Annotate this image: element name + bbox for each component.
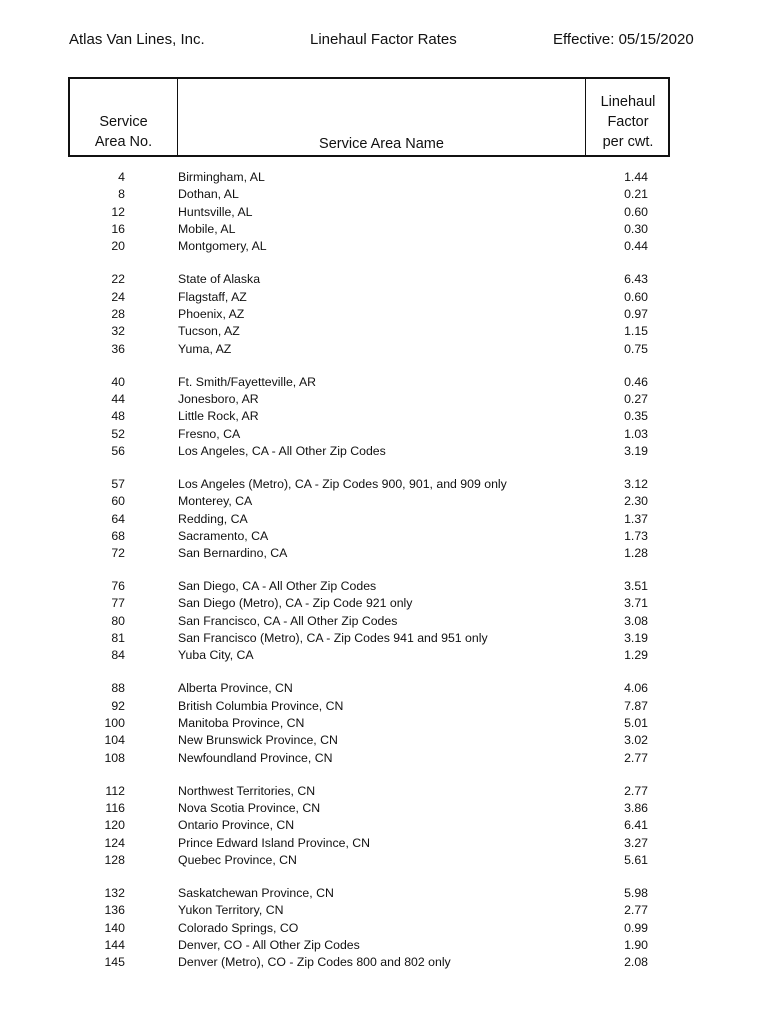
- linehaul-factor: 0.60: [624, 289, 648, 304]
- table-row: [0, 408, 770, 425]
- service-area-no: 44: [111, 391, 125, 406]
- service-area-no: 40: [111, 374, 125, 389]
- linehaul-factor: 6.43: [624, 272, 648, 287]
- service-area-name: Nova Scotia Province, CN: [178, 800, 321, 815]
- service-area-no: 77: [111, 596, 125, 611]
- table-row: [0, 271, 770, 288]
- linehaul-factor: 3.02: [624, 733, 648, 748]
- service-area-no: 108: [104, 750, 125, 765]
- service-area-name: Mobile, AL: [178, 222, 236, 237]
- linehaul-factor: 2.77: [624, 750, 648, 765]
- service-area-no: 32: [111, 324, 125, 339]
- service-area-no: 64: [111, 511, 125, 526]
- linehaul-factor: 1.44: [624, 170, 648, 184]
- service-area-no: 144: [104, 937, 125, 952]
- service-area-no: 136: [104, 903, 125, 918]
- table-row: [0, 204, 770, 221]
- service-area-name: Alberta Province, CN: [178, 681, 293, 696]
- table-row: [0, 783, 770, 800]
- service-area-no: 57: [111, 476, 125, 491]
- service-area-name: Saskatchewan Province, CN: [178, 885, 334, 900]
- table-row: [0, 493, 770, 510]
- linehaul-factor: 1.37: [624, 511, 648, 526]
- linehaul-factor: 1.15: [624, 324, 648, 339]
- table-row: [0, 852, 770, 869]
- table-row: [0, 647, 770, 664]
- service-area-no: 48: [111, 409, 125, 424]
- service-area-no: 28: [111, 307, 125, 321]
- service-area-name: Yuma, AZ: [178, 341, 232, 356]
- table-row: [0, 595, 770, 612]
- linehaul-factor: 5.98: [624, 885, 648, 900]
- linehaul-factor: 1.73: [624, 528, 648, 543]
- service-area-name: Huntsville, AL: [178, 204, 253, 219]
- service-area-no: 124: [104, 835, 125, 850]
- table-row: [0, 238, 770, 255]
- header-service-area-no-line: Service: [99, 114, 148, 130]
- service-area-name: Quebec Province, CN: [178, 852, 297, 867]
- linehaul-factor: 0.60: [624, 204, 648, 219]
- header-linehaul-factor-line: Linehaul: [600, 94, 656, 110]
- linehaul-factor: 7.87: [624, 698, 648, 713]
- service-area-name: Los Angeles, CA - All Other Zip Codes: [178, 443, 386, 458]
- service-area-no: 81: [111, 631, 125, 645]
- linehaul-factor: 1.90: [624, 937, 648, 952]
- service-area-name: San Francisco (Metro), CA - Zip Codes 941 and 951 only: [178, 631, 488, 645]
- linehaul-factor: 3.27: [624, 835, 648, 850]
- service-area-no: 132: [104, 885, 125, 900]
- effective-date: Effective: 05/15/2020: [553, 31, 694, 48]
- service-area-no: 145: [104, 955, 125, 970]
- table-row: [0, 630, 770, 647]
- document-title: Linehaul Factor Rates: [310, 31, 457, 48]
- table-row: [0, 221, 770, 238]
- table-row: [0, 732, 770, 749]
- table-row: [0, 937, 770, 954]
- service-area-no: 84: [111, 648, 125, 663]
- linehaul-factor: 0.27: [624, 391, 648, 406]
- service-area-name: Colorado Springs, CO: [178, 920, 299, 935]
- service-area-name: Manitoba Province, CN: [178, 716, 305, 730]
- service-area-name: Sacramento, CA: [178, 528, 269, 543]
- table-row: [0, 715, 770, 732]
- linehaul-factor: 3.19: [624, 631, 648, 645]
- service-area-name: Denver, CO - All Other Zip Codes: [178, 937, 360, 952]
- service-area-name: San Francisco, CA - All Other Zip Codes: [178, 613, 398, 628]
- service-area-no: 112: [105, 783, 125, 798]
- table-row: [0, 391, 770, 408]
- service-area-name: Monterey, CA: [178, 494, 253, 509]
- table-row: [0, 169, 770, 186]
- service-area-no: 128: [104, 852, 125, 867]
- table-row: [0, 545, 770, 562]
- linehaul-factor: 3.51: [624, 579, 648, 593]
- linehaul-factor: 0.35: [624, 409, 648, 424]
- linehaul-factor: 3.71: [624, 596, 648, 611]
- service-area-name: Tucson, AZ: [178, 324, 240, 339]
- table-row: [0, 698, 770, 715]
- service-area-name: Denver (Metro), CO - Zip Codes 800 and 802 only: [178, 955, 451, 970]
- service-area-name: Yuba City, CA: [178, 648, 254, 663]
- table-header: [68, 77, 670, 157]
- header-linehaul-factor-line: Factor: [607, 114, 649, 130]
- linehaul-factor: 0.75: [624, 341, 648, 356]
- table-row: [0, 885, 770, 902]
- table-row: [0, 289, 770, 306]
- table-row: [0, 426, 770, 443]
- service-area-name: San Diego (Metro), CA - Zip Code 921 only: [178, 596, 413, 611]
- linehaul-factor: 0.44: [624, 239, 648, 254]
- linehaul-factor: 2.77: [624, 903, 648, 918]
- linehaul-factor: 1.28: [624, 546, 648, 561]
- service-area-no: 140: [104, 920, 125, 935]
- service-area-name: New Brunswick Province, CN: [178, 733, 338, 748]
- service-area-no: 36: [111, 341, 125, 356]
- linehaul-factor: 2.77: [624, 783, 648, 798]
- header-service-area-name: Service Area Name: [319, 136, 444, 152]
- linehaul-factor: 4.06: [624, 681, 648, 696]
- service-area-no: 68: [111, 528, 125, 543]
- linehaul-factor: 3.12: [624, 476, 648, 491]
- table-row: [0, 186, 770, 203]
- service-area-name: Fresno, CA: [178, 426, 241, 441]
- service-area-no: 80: [111, 613, 125, 628]
- table-row: [0, 341, 770, 358]
- linehaul-factor: 0.97: [624, 307, 648, 321]
- table-row: [0, 323, 770, 340]
- table-row: [0, 476, 770, 493]
- service-area-no: 76: [111, 579, 125, 593]
- service-area-name: Phoenix, AZ: [178, 307, 245, 321]
- service-area-name: Redding, CA: [178, 511, 248, 526]
- service-area-no: 104: [104, 733, 125, 748]
- table-row: [0, 800, 770, 817]
- header-service-area-no: [70, 112, 177, 152]
- linehaul-factor: 5.61: [624, 852, 648, 867]
- linehaul-factor: 0.30: [624, 222, 648, 237]
- service-area-name: Little Rock, AR: [178, 409, 259, 424]
- service-area-name: San Bernardino, CA: [178, 546, 288, 561]
- service-area-name: Northwest Territories, CN: [178, 783, 316, 798]
- table-row: [0, 613, 770, 630]
- service-area-name: Yukon Territory, CN: [178, 903, 284, 918]
- service-area-no: 72: [111, 546, 125, 561]
- service-area-name: Flagstaff, AZ: [178, 289, 247, 304]
- table-row: [0, 443, 770, 460]
- table-row: [0, 511, 770, 528]
- service-area-name: Birmingham, AL: [178, 170, 265, 184]
- header-linehaul-factor: [586, 92, 670, 152]
- linehaul-factor: 0.46: [624, 374, 648, 389]
- service-area-name: Prince Edward Island Province, CN: [178, 835, 371, 850]
- header-linehaul-factor-line: per cwt.: [602, 134, 654, 150]
- service-area-no: 116: [105, 800, 125, 815]
- service-area-no: 92: [111, 698, 125, 713]
- linehaul-factor: 2.30: [624, 494, 648, 509]
- table-row: [0, 750, 770, 767]
- linehaul-factor: 1.29: [624, 648, 648, 663]
- service-area-no: 100: [104, 716, 125, 730]
- table-row: [0, 835, 770, 852]
- service-area-name: Ft. Smith/Fayetteville, AR: [178, 374, 317, 389]
- service-area-name: Montgomery, AL: [178, 239, 267, 254]
- linehaul-factor: 1.03: [624, 426, 648, 441]
- service-area-no: 88: [111, 681, 125, 696]
- linehaul-factor: 3.19: [624, 443, 648, 458]
- linehaul-factor: 3.08: [624, 613, 648, 628]
- table-row: [0, 306, 770, 323]
- service-area-name: San Diego, CA - All Other Zip Codes: [178, 579, 377, 593]
- service-area-name: Ontario Province, CN: [178, 818, 295, 833]
- service-area-no: 4: [118, 170, 125, 184]
- service-area-name: Los Angeles (Metro), CA - Zip Codes 900, 901, and 909 only: [178, 476, 507, 491]
- service-area-no: 20: [111, 239, 125, 254]
- service-area-no: 120: [104, 818, 125, 833]
- table-row: [0, 374, 770, 391]
- table-row: [0, 920, 770, 937]
- service-area-no: 8: [118, 187, 125, 202]
- table-row: [0, 902, 770, 919]
- service-area-no: 60: [111, 494, 125, 509]
- linehaul-factor: 5.01: [624, 716, 648, 730]
- service-area-no: 16: [111, 222, 125, 237]
- linehaul-factor: 2.08: [624, 955, 648, 970]
- header-service-area-no-line: Area No.: [94, 134, 153, 150]
- service-area-no: 56: [111, 443, 125, 458]
- service-area-name: Dothan, AL: [178, 187, 239, 202]
- service-area-name: Newfoundland Province, CN: [178, 750, 333, 765]
- table-row: [0, 680, 770, 697]
- service-area-no: 22: [111, 272, 125, 287]
- service-area-name: State of Alaska: [178, 272, 261, 287]
- table-row: [0, 817, 770, 834]
- linehaul-factor: 3.86: [624, 800, 648, 815]
- linehaul-factor: 0.21: [624, 187, 648, 202]
- service-area-no: 52: [111, 426, 125, 441]
- service-area-no: 24: [111, 289, 125, 304]
- service-area-name: British Columbia Province, CN: [178, 698, 344, 713]
- service-area-no: 12: [111, 204, 125, 219]
- table-row: [0, 528, 770, 545]
- service-area-name: Jonesboro, AR: [178, 391, 259, 406]
- linehaul-factor: 0.99: [624, 920, 648, 935]
- company-name: Atlas Van Lines, Inc.: [69, 31, 205, 48]
- table-row: [0, 954, 770, 971]
- linehaul-factor: 6.41: [624, 818, 648, 833]
- table-row: [0, 578, 770, 595]
